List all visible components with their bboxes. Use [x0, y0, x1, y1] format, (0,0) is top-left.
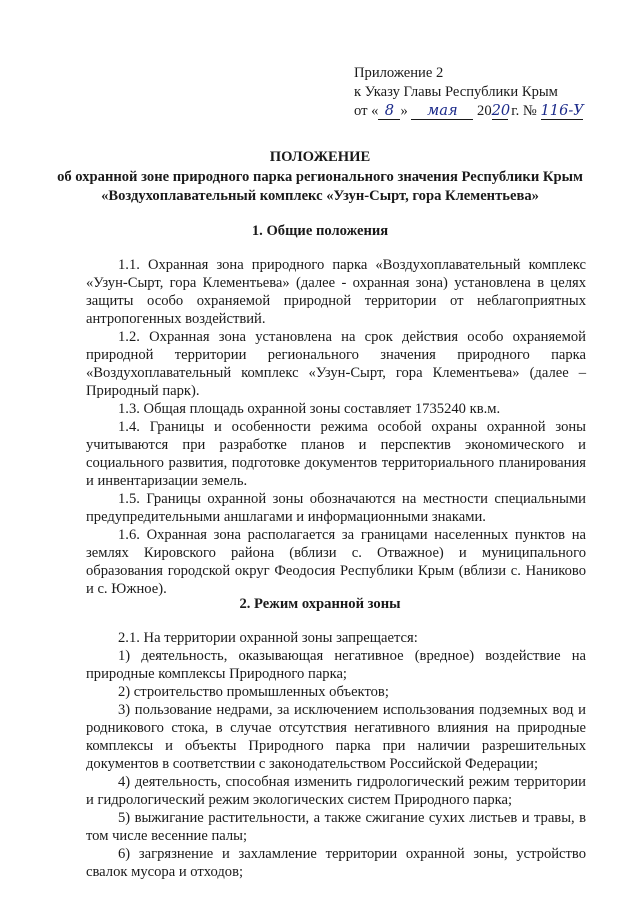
year-prefix: 20 — [477, 103, 492, 119]
section-1-heading: 1. Общие положения — [251, 223, 389, 239]
appendix-number: Приложение 2 — [354, 65, 444, 81]
paragraph-1-4: 1.4. Границы и особенности режима особой охраны охранной зоны учитываются при разработке планов и перспектив экономического и социального развития, подготовке документов территориального планирования и инвентаризации земель. — [86, 419, 586, 489]
appendix-date-line — [354, 102, 614, 121]
document-subtitle: об охранной зоне природного парка регионального значения Республики Крым «Воздухоплавательный комплекс «Узун-Сырт, гора Клементьева» — [57, 169, 583, 204]
handwritten-month: мая — [411, 103, 473, 120]
list-item-6: 6) загрязнение и захламление территории охранной зоны, устройство свалок мусора и отходов; — [86, 846, 586, 880]
date-mid: » — [400, 103, 408, 119]
paragraph-1-5: 1.5. Границы охранной зоны обозначаются на местности специальными предупредительными аншлагами и информационными знаками. — [86, 491, 586, 525]
number-prefix: г. № — [511, 103, 537, 119]
paragraph-1-6: 1.6. Охранная зона располагается за границами населенных пунктов на землях Кировского района (вблизи с. Отважное) и муниципального образования городской округ Феодосия Республики Крым (вблизи с. Наниково и с. Южное). — [86, 527, 586, 597]
section-1-body — [86, 256, 586, 598]
appendix-decree-reference: к Указу Главы Республики Крым — [354, 84, 558, 100]
list-item-5: 5) выжигание растительности, а также сжигание сухих листьев и травы, в том числе весенние палы; — [86, 810, 586, 844]
list-item-1: 1) деятельность, оказывающая негативное (вредное) воздействие на природные комплексы Природного парка; — [86, 648, 586, 682]
list-item-4: 4) деятельность, способная изменить гидрологический режим территории и гидрологический режим экологических систем Природного парка; — [86, 774, 586, 808]
list-item-2: 2) строительство промышленных объектов; — [118, 684, 389, 700]
document-title: ПОЛОЖЕНИЕ — [269, 149, 371, 165]
handwritten-year: 20 — [491, 102, 511, 119]
list-item-3: 3) пользование недрами, за исключением использования подземных вод и родникового стока, в случае отсутствия негативного влияния на природные комплексы и объекты Природного парка при наличии разрешительных документов в соответствии с законодательством Российской Федерации; — [86, 702, 586, 772]
date-prefix: от « — [354, 103, 379, 119]
section-2-heading: 2. Режим охранной зоны — [239, 596, 401, 612]
handwritten-day: 8 — [378, 103, 400, 120]
section-2-body — [86, 629, 586, 881]
paragraph-1-3: 1.3. Общая площадь охранной зоны составляет 1735240 кв.м. — [118, 401, 501, 417]
handwritten-number: 116-У — [540, 102, 584, 119]
paragraph-1-2: 1.2. Охранная зона установлена на срок действия особо охраняемой природной территории регионального значения природного парка «Воздухоплавательный комплекс «Узун-Сырт, гора Клементьева» (далее – Природный парк). — [86, 329, 586, 399]
paragraph-1-1: 1.1. Охранная зона природного парка «Воздухоплавательный комплекс «Узун-Сырт, гора Клементьева» (далее - охранная зона) установлена в целях защиты особо охраняемой природной территории от неблагоприятных антропогенных воздействий. — [86, 257, 586, 327]
appendix-header — [354, 64, 614, 121]
paragraph-2-1: 2.1. На территории охранной зоны запрещается: — [118, 630, 418, 646]
